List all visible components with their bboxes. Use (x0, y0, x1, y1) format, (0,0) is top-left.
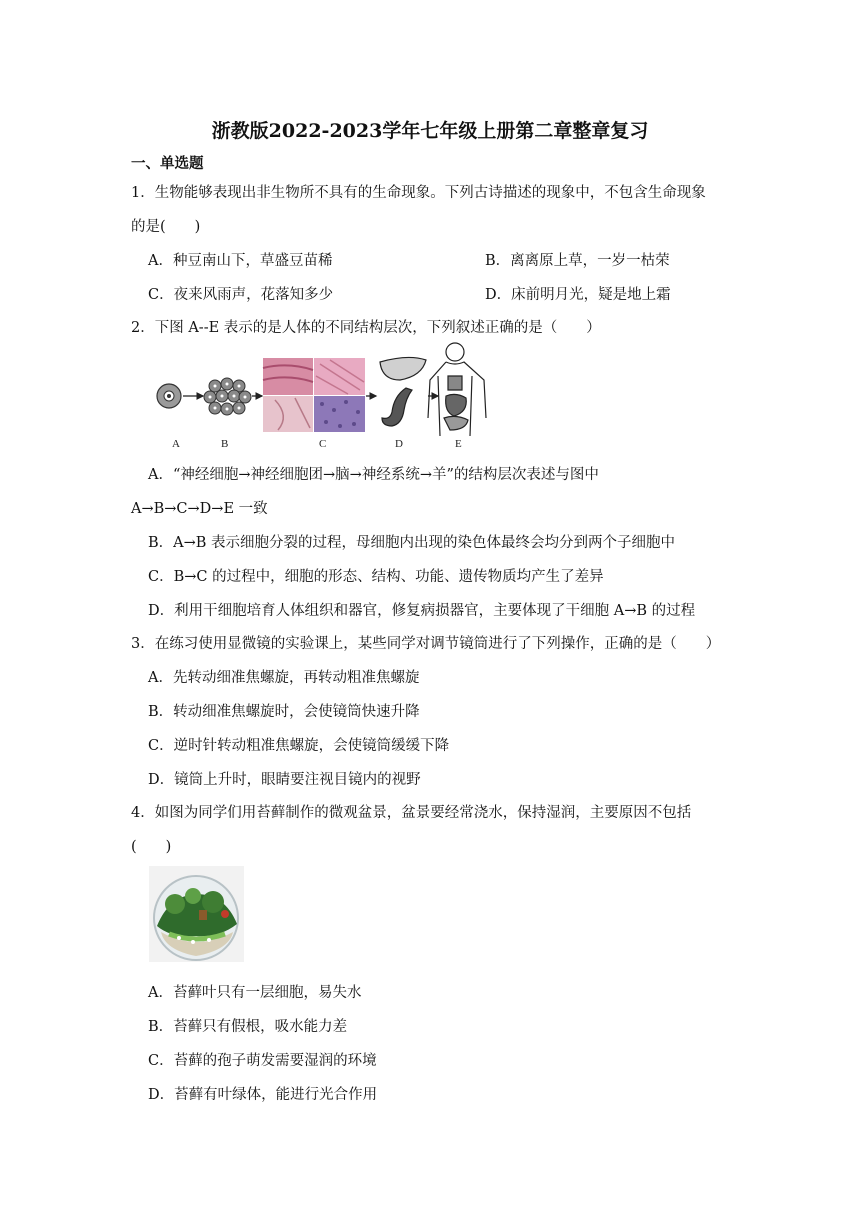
figure-label-a: A (172, 438, 180, 450)
figure-label-b: B (221, 438, 229, 450)
q4-stem-line1: 4．如图为同学们用苔藓制作的微观盆景，盆景要经常浇水，保持湿润，主要原因不包括 (131, 805, 692, 821)
cell-figure (157, 384, 181, 408)
q3-stem: 3．在练习使用显微镜的实验课上，某些同学对调节镜筒进行了下列操作，正确的是（ ） (131, 636, 721, 652)
figure-label-c: C (319, 438, 327, 450)
q4-option-d[interactable]: D．苔藓有叶绿体，能进行光合作用 (148, 1087, 378, 1103)
q1-option-d[interactable]: D．床前明月光，疑是地上霜 (485, 287, 671, 303)
q3-option-d[interactable]: D．镜筒上升时，眼睛要注视目镜内的视野 (148, 772, 421, 788)
q4-option-c[interactable]: C．苔藓的孢子萌发需要湿润的环境 (148, 1053, 377, 1069)
q1-stem-line2: 的是( ) (131, 219, 201, 235)
q2-stem: 2．下图 A--E 表示的是人体的不同结构层次，下列叙述正确的是（ ） (131, 320, 601, 336)
q2-option-c[interactable]: C．B→C 的过程中，细胞的形态、结构、功能、遗传物质均产生了差异 (148, 569, 604, 585)
q1-option-b[interactable]: B．离离原上草，一岁一枯荣 (485, 253, 670, 269)
moss-terrarium-photo (149, 866, 244, 962)
q4-option-b[interactable]: B．苔藓只有假根，吸水能力差 (148, 1019, 348, 1035)
figure-label-e: E (455, 438, 462, 450)
q1-option-a[interactable]: A．种豆南山下，草盛豆苗稀 (148, 253, 333, 269)
section-heading: 一、单选题 (131, 155, 204, 172)
q3-option-b[interactable]: B．转动细准焦螺旋时，会使镜筒快速升降 (148, 704, 420, 720)
q4-option-a[interactable]: A．苔藓叶只有一层细胞，易失水 (148, 985, 362, 1001)
q4-stem-line2: ( ) (131, 839, 172, 855)
q2-option-b[interactable]: B．A→B 表示细胞分裂的过程，母细胞内出现的染色体最终会均分到两个子细胞中 (148, 535, 676, 551)
q3-option-c[interactable]: C．逆时针转动粗准焦螺旋，会使镜筒缓缓下降 (148, 738, 450, 754)
tissue-micrographs (263, 358, 365, 432)
q2-option-a-line1[interactable]: A．“神经细胞→神经细胞团→脑→神经系统→羊”的结构层次表述与图中 (148, 467, 599, 483)
human-body-figure (428, 343, 486, 436)
q3-option-a[interactable]: A．先转动细准焦螺旋，再转动粗准焦螺旋 (148, 670, 420, 686)
page-title: 浙教版2022-2023学年七年级上册第二章整章复习 (211, 120, 649, 142)
structure-levels-figure (150, 340, 495, 452)
figure-label-d: D (395, 438, 403, 450)
q2-option-a-line2: A→B→C→D→E 一致 (131, 501, 268, 517)
q2-option-d[interactable]: D．利用干细胞培育人体组织和器官，修复病损器官，主要体现了干细胞 A→B 的过程 (148, 603, 696, 619)
organs-figure (380, 357, 426, 426)
q1-option-c[interactable]: C．夜来风雨声，花落知多少 (148, 287, 334, 303)
q1-stem-line1: 1．生物能够表现出非生物所不具有的生命现象。下列古诗描述的现象中，不包含生命现象 (131, 185, 706, 201)
